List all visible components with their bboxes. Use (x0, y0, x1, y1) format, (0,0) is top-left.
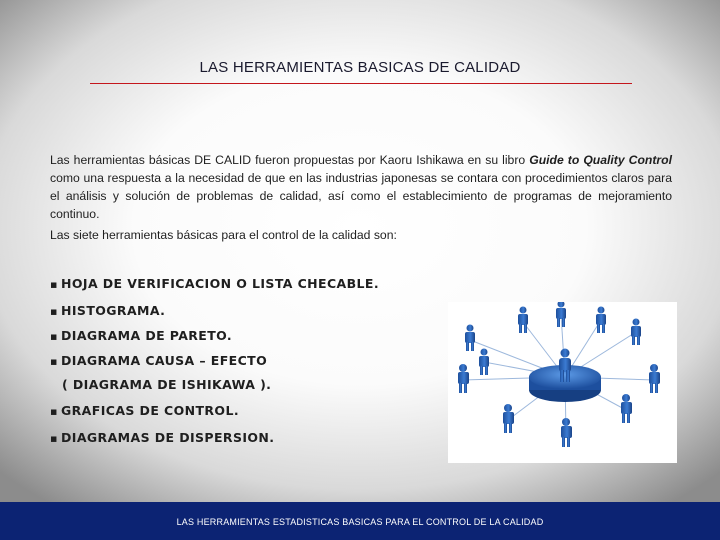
bullet-icon: ▪ (50, 330, 58, 343)
footer-bar (0, 502, 720, 540)
bullet-icon: ▪ (50, 405, 58, 418)
lead-in-text: Las siete herramientas básicas para el control de la calidad son: (50, 228, 397, 242)
intro-text-after: como una respuesta a la necesidad de que en las industrias japonesas se contara con procedimientos claros para el análisis y solución de problemas de calidad, así como el establecimiento de programas de mejoramiento continuo. (50, 171, 672, 221)
tool-item (50, 303, 165, 318)
network-illustration (448, 302, 677, 463)
tool-item (50, 328, 232, 343)
footer-text: LAS HERRAMIENTAS ESTADISTICAS BASICAS PARA EL CONTROL DE LA CALIDAD (176, 517, 544, 527)
bullet-icon: ▪ (50, 355, 58, 368)
intro-text-before: Las herramientas básicas DE CALID fueron propuestas por Kaoru Ishikawa en su libro (50, 153, 530, 167)
tool-item (50, 403, 239, 418)
bullet-icon: ▪ (50, 305, 58, 318)
tool-label: GRAFICAS DE CONTROL. (61, 403, 239, 418)
tool-label: DIAGRAMA DE PARETO. (61, 328, 233, 343)
tool-label: HISTOGRAMA. (61, 303, 166, 318)
tool-label: DIAGRAMA CAUSA – EFECTO (61, 353, 268, 368)
tool-item (50, 430, 274, 445)
tool-item-continuation: ( DIAGRAMA DE ISHIKAWA ). (62, 377, 272, 392)
tool-label: DIAGRAMAS DE DISPERSION. (61, 430, 275, 445)
tool-item (50, 353, 267, 368)
bullet-icon: ▪ (50, 432, 58, 445)
intro-paragraph (50, 151, 672, 223)
tool-item (50, 276, 379, 291)
network-people-icon (448, 302, 677, 463)
slide-title: LAS HERRAMIENTAS BASICAS DE CALIDAD (199, 59, 521, 76)
bullet-icon: ▪ (50, 278, 58, 291)
book-title: Guide to Quality Control (529, 153, 672, 167)
tool-label: HOJA DE VERIFICACION O LISTA CHECABLE. (61, 276, 380, 291)
title-underline (90, 83, 632, 84)
